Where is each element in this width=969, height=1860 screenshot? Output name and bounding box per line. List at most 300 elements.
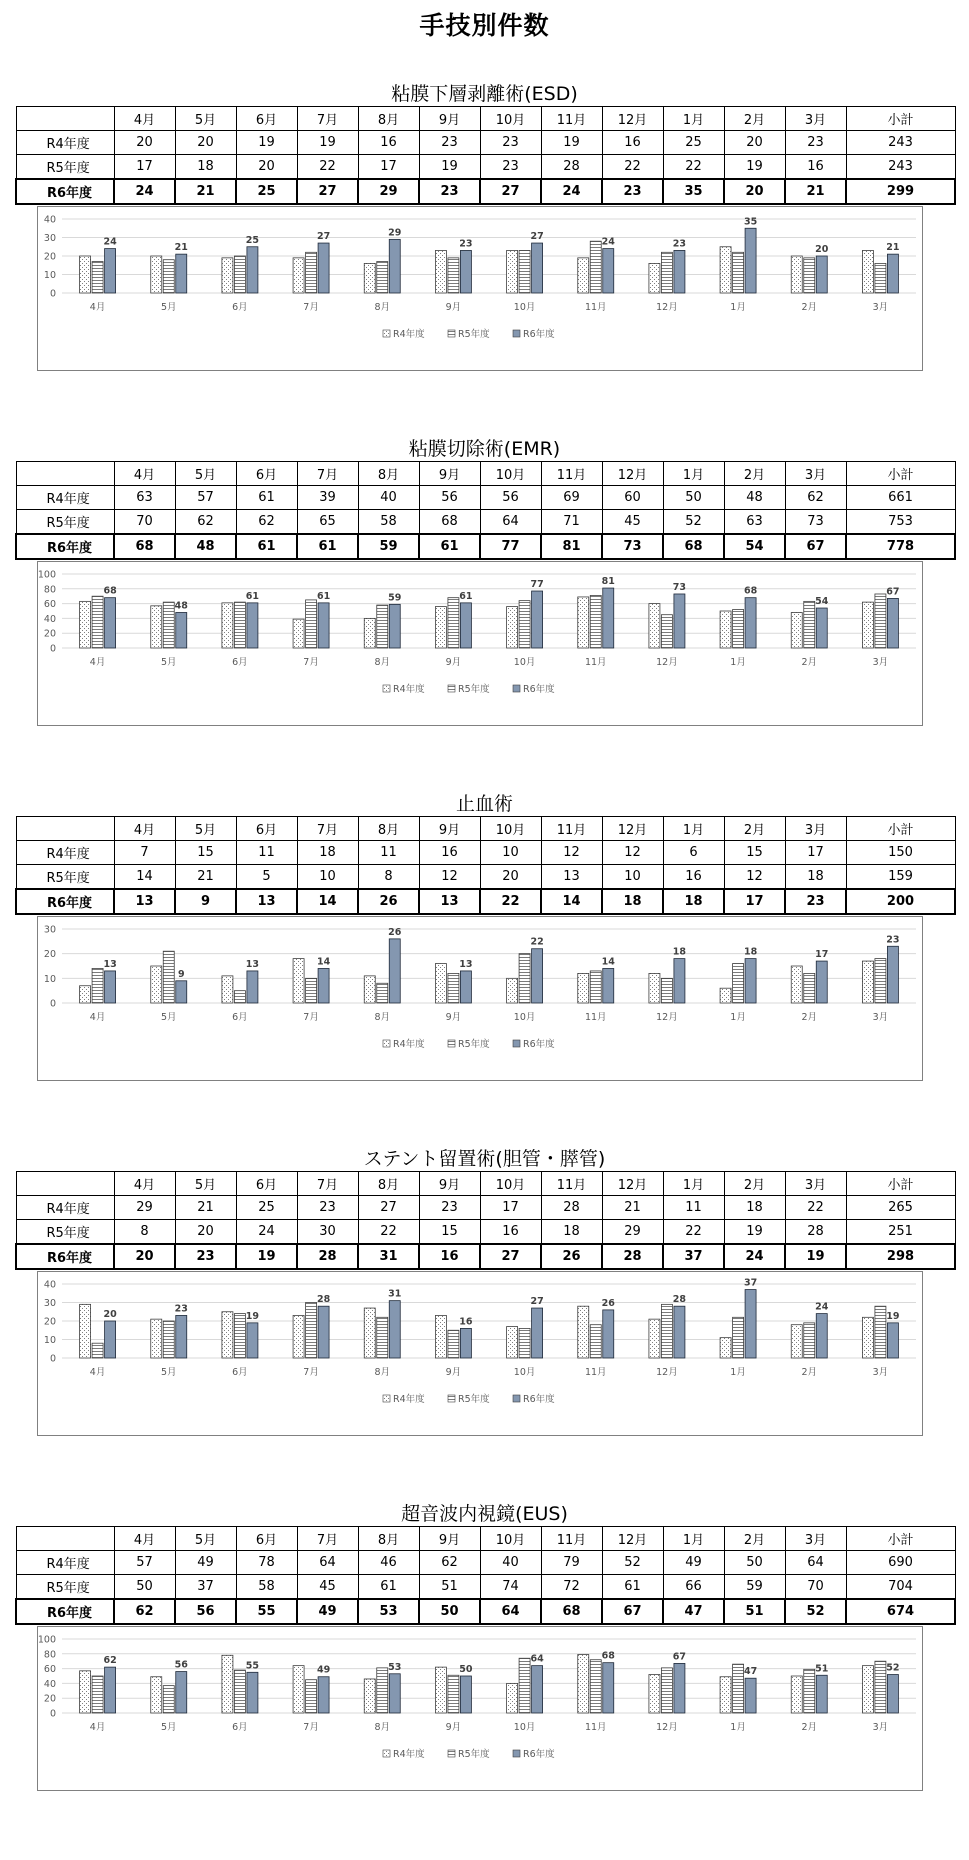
x-tick-label: 10月: [513, 1722, 536, 1733]
table-cell: 22: [785, 1196, 846, 1220]
bar-r5: [875, 1306, 886, 1358]
x-tick-label: 1月: [730, 657, 746, 668]
bar-r6: [318, 603, 329, 648]
table-cell: 28: [541, 155, 602, 180]
column-header: 7月: [297, 107, 358, 131]
table-cell: 59: [358, 534, 419, 559]
table-cell: 27: [297, 179, 358, 204]
bar-r4: [720, 611, 731, 648]
bar-r5: [804, 601, 815, 648]
table-cell: 19: [785, 1244, 846, 1269]
table-cell: 10: [602, 865, 663, 890]
legend-label: R6年度: [523, 684, 555, 695]
bar-r6: [389, 604, 400, 648]
table-cell: 23: [785, 889, 846, 914]
bar-r6: [674, 959, 685, 1003]
bar-r5: [377, 605, 388, 648]
bar-r6: [603, 968, 614, 1003]
bar-r5: [875, 1661, 886, 1713]
bar-r4: [364, 1679, 375, 1713]
bar-r4: [578, 973, 589, 1003]
bar-r6: [674, 1306, 685, 1358]
bar-r6: [745, 1678, 756, 1713]
table-header-row: [16, 107, 955, 131]
table-cell: 16: [419, 1244, 480, 1269]
data-table: [15, 1171, 956, 1270]
bar-r4: [222, 1655, 233, 1713]
bar-r6: [389, 1301, 400, 1358]
column-header: 5月: [175, 1527, 236, 1551]
bar-r6: [745, 228, 756, 293]
data-label: 25: [245, 234, 260, 246]
table-cell: 45: [602, 510, 663, 535]
legend-swatch: [448, 330, 455, 337]
bar-r4: [649, 263, 660, 293]
x-tick-label: 11月: [584, 1722, 607, 1733]
column-header: 5月: [175, 462, 236, 486]
bar-r5: [377, 262, 388, 293]
column-header: 11月: [541, 107, 602, 131]
table-cell: 25: [236, 179, 297, 204]
bar-r4: [80, 601, 91, 648]
column-header: 10月: [480, 1527, 541, 1551]
bar-r6: [674, 594, 685, 648]
bar-r4: [507, 607, 518, 648]
column-header: 小計: [846, 1172, 955, 1196]
bar-r4: [364, 263, 375, 293]
table-cell: 64: [297, 1551, 358, 1575]
column-header: 10月: [480, 1172, 541, 1196]
table-row: [16, 486, 955, 510]
table-cell: 17: [785, 841, 846, 865]
data-label: 13: [103, 958, 117, 970]
legend-label: R4年度: [393, 1749, 425, 1760]
table-cell: 5: [236, 865, 297, 890]
row-label: R4年度: [16, 131, 114, 155]
legend-swatch: [513, 1395, 520, 1402]
data-table: [15, 106, 956, 205]
data-label: 14: [316, 956, 331, 968]
bar-r4: [862, 250, 873, 293]
bar-r4: [435, 250, 446, 293]
table-cell: 49: [175, 1551, 236, 1575]
table-cell: 18: [602, 889, 663, 914]
bar-r4: [507, 1327, 518, 1358]
row-label: R6年度: [16, 534, 114, 559]
chart-frame: [37, 561, 923, 726]
x-tick-label: 7月: [303, 1722, 319, 1733]
bar-r6: [603, 1310, 614, 1358]
column-header: [16, 107, 114, 131]
table-cell: 11: [663, 1196, 724, 1220]
column-header: 7月: [297, 817, 358, 841]
bar-r6: [532, 1308, 543, 1358]
table-cell: 14: [541, 889, 602, 914]
x-tick-label: 7月: [303, 302, 319, 313]
table-cell: 73: [785, 510, 846, 535]
data-label: 18: [743, 946, 758, 958]
bar-r5: [733, 252, 744, 293]
table-cell: 16: [785, 155, 846, 180]
column-header: 4月: [114, 1172, 175, 1196]
x-tick-label: 2月: [801, 657, 818, 668]
table-row: [16, 865, 955, 890]
bar-r4: [578, 258, 589, 293]
table-cell: 15: [419, 1220, 480, 1245]
section-title: 粘膜切除術(EMR): [408, 438, 561, 460]
column-header: 6月: [236, 462, 297, 486]
table-header-row: [16, 1527, 955, 1551]
column-header: 9月: [419, 817, 480, 841]
bar-r6: [105, 249, 116, 293]
y-tick-label: 30: [43, 1298, 56, 1309]
table-cell: 77: [480, 534, 541, 559]
bar-r6: [532, 949, 543, 1003]
table-cell: 20: [480, 865, 541, 890]
x-tick-label: 10月: [513, 302, 536, 313]
bar-r6: [105, 1321, 116, 1358]
data-label: 64: [530, 1653, 544, 1665]
column-header: 8月: [358, 1527, 419, 1551]
x-tick-label: 1月: [730, 1722, 746, 1733]
bar-r5: [733, 964, 744, 1003]
x-tick-label: 9月: [445, 302, 462, 313]
data-label: 27: [316, 231, 331, 243]
table-cell: 50: [114, 1575, 175, 1600]
table-cell: 13: [236, 889, 297, 914]
x-tick-label: 10月: [513, 657, 536, 668]
table-cell: 20: [114, 131, 175, 155]
bar-r4: [151, 256, 162, 293]
table-cell: 19: [236, 131, 297, 155]
y-tick-label: 40: [43, 214, 56, 226]
column-header: 4月: [114, 1527, 175, 1551]
bar-r5: [92, 1676, 103, 1713]
table-cell: 16: [419, 841, 480, 865]
column-header: 1月: [663, 1527, 724, 1551]
bar-r4: [862, 961, 873, 1003]
table-cell: 19: [236, 1244, 297, 1269]
row-label: R4年度: [16, 1551, 114, 1575]
bar-r4: [649, 1319, 660, 1358]
y-tick-label: 10: [43, 1335, 56, 1346]
bar-r5: [661, 615, 672, 648]
data-label: 23: [459, 238, 473, 250]
data-label: 14: [601, 956, 615, 968]
bar-r5: [306, 1680, 317, 1713]
data-label: 16: [459, 1316, 473, 1328]
data-label: 23: [886, 934, 900, 946]
table-cell: 16: [663, 865, 724, 890]
table-cell: 20: [724, 131, 785, 155]
bar-r6: [176, 612, 187, 648]
table-row: [16, 131, 955, 155]
bar-r5: [661, 978, 672, 1003]
data-label: 77: [530, 579, 544, 591]
y-tick-label: 0: [49, 1708, 56, 1720]
table-cell: 27: [358, 1196, 419, 1220]
bar-r4: [862, 1317, 873, 1358]
bar-r4: [791, 1676, 802, 1713]
bar-r5: [163, 260, 174, 293]
bar-r6: [460, 603, 471, 648]
table-cell: 73: [602, 534, 663, 559]
legend-swatch: [383, 1750, 390, 1757]
data-label: 21: [886, 242, 900, 254]
bar-r6: [674, 1663, 685, 1713]
bar-r5: [448, 1330, 459, 1358]
bar-r5: [590, 971, 601, 1003]
bar-r6: [247, 247, 258, 293]
column-header: 4月: [114, 107, 175, 131]
column-header: 1月: [663, 107, 724, 131]
x-tick-label: 2月: [801, 1722, 818, 1733]
bar-r5: [804, 973, 815, 1003]
bar-r5: [804, 1323, 815, 1358]
table-cell: 68: [114, 534, 175, 559]
table-row: [16, 1220, 955, 1245]
legend-label: R4年度: [393, 1039, 425, 1050]
data-table: [15, 461, 956, 560]
column-header: 11月: [541, 462, 602, 486]
x-tick-label: 3月: [872, 1722, 889, 1733]
bar-r6: [460, 971, 471, 1003]
section-title: 止血術: [455, 793, 513, 815]
table-cell: 23: [480, 131, 541, 155]
bar-r6: [176, 1315, 187, 1358]
bar-r6: [745, 598, 756, 648]
bar-r4: [720, 1338, 731, 1358]
table-row: [16, 841, 955, 865]
table-header-row: [16, 817, 955, 841]
table-cell: 21: [175, 1196, 236, 1220]
chart-frame: [37, 206, 923, 371]
table-cell: 63: [114, 486, 175, 510]
section-title: ステント留置術(胆管・膵管): [363, 1148, 606, 1170]
data-label: 20: [103, 1309, 117, 1320]
table-row: [16, 1196, 955, 1220]
table-cell: 70: [114, 510, 175, 535]
data-label: 61: [245, 590, 260, 602]
bar-chart: [38, 207, 922, 370]
bar-r6: [816, 961, 827, 1003]
table-cell: 27: [480, 1244, 541, 1269]
table-cell: 16: [358, 131, 419, 155]
column-header: 小計: [846, 107, 955, 131]
bar-r5: [519, 954, 530, 1003]
bar-r4: [151, 1677, 162, 1713]
y-tick-label: 0: [49, 288, 56, 300]
data-label: 27: [530, 231, 544, 243]
legend-swatch: [383, 330, 390, 337]
bar-r6: [532, 1666, 543, 1713]
procedure-section: [0, 792, 969, 1142]
bar-r6: [318, 968, 329, 1003]
table-cell: 251: [846, 1220, 955, 1245]
x-tick-label: 4月: [89, 1012, 106, 1023]
legend-swatch: [448, 1750, 455, 1757]
data-label: 49: [316, 1664, 331, 1676]
table-cell: 61: [602, 1575, 663, 1600]
table-cell: 28: [602, 1244, 663, 1269]
table-cell: 56: [175, 1599, 236, 1624]
data-label: 22: [530, 936, 544, 948]
table-cell: 16: [602, 131, 663, 155]
x-tick-label: 6月: [232, 1012, 248, 1023]
x-tick-label: 1月: [730, 302, 746, 313]
table-cell: 56: [480, 486, 541, 510]
data-label: 31: [388, 1288, 402, 1300]
column-header: 12月: [602, 107, 663, 131]
x-tick-label: 6月: [232, 1367, 248, 1378]
table-cell: 22: [480, 889, 541, 914]
table-cell: 52: [663, 510, 724, 535]
bar-chart: [38, 917, 922, 1080]
table-cell: 21: [175, 865, 236, 890]
bar-r5: [590, 1325, 601, 1358]
x-tick-label: 5月: [160, 1722, 177, 1733]
x-tick-label: 7月: [303, 1012, 319, 1023]
bar-r5: [234, 991, 245, 1003]
table-cell: 12: [541, 841, 602, 865]
bar-r6: [389, 1674, 400, 1713]
table-cell: 18: [663, 889, 724, 914]
bar-r5: [875, 594, 886, 648]
bar-r6: [603, 588, 614, 648]
x-tick-label: 2月: [801, 1367, 818, 1378]
table-cell: 15: [724, 841, 785, 865]
x-tick-label: 5月: [160, 657, 177, 668]
table-cell: 11: [358, 841, 419, 865]
table-cell: 66: [663, 1575, 724, 1600]
table-cell: 68: [663, 534, 724, 559]
table-cell: 61: [419, 534, 480, 559]
bar-r5: [163, 602, 174, 648]
bar-r5: [448, 973, 459, 1003]
legend-label: R6年度: [523, 1749, 555, 1760]
bar-r5: [306, 978, 317, 1003]
table-cell: 30: [297, 1220, 358, 1245]
bar-r4: [649, 1675, 660, 1713]
data-label: 23: [672, 238, 687, 250]
legend-swatch: [383, 685, 390, 692]
table-cell: 12: [724, 865, 785, 890]
column-header: 10月: [480, 817, 541, 841]
bar-r6: [816, 1675, 827, 1713]
bar-r5: [804, 258, 815, 293]
table-cell: 51: [419, 1575, 480, 1600]
row-label: R6年度: [16, 1599, 114, 1624]
bar-r4: [578, 597, 589, 648]
bar-r6: [105, 1667, 116, 1713]
y-tick-label: 10: [43, 973, 56, 985]
table-cell: 24: [541, 179, 602, 204]
data-label: 26: [601, 1297, 615, 1309]
bar-r4: [364, 1308, 375, 1358]
bar-r6: [816, 256, 827, 293]
chart-frame: [37, 916, 923, 1081]
y-tick-label: 100: [38, 569, 56, 581]
column-header: 小計: [846, 462, 955, 486]
legend-swatch: [383, 1395, 390, 1402]
table-cell: 17: [114, 155, 175, 180]
data-label: 59: [388, 592, 402, 604]
table-cell: 57: [175, 486, 236, 510]
table-cell: 40: [358, 486, 419, 510]
bar-r5: [804, 1669, 815, 1713]
table-cell: 31: [358, 1244, 419, 1269]
bar-r6: [460, 250, 471, 293]
legend-label: R5年度: [458, 684, 490, 695]
bar-r4: [435, 1667, 446, 1713]
bar-r5: [519, 250, 530, 293]
table-cell: 65: [297, 510, 358, 535]
table-cell: 52: [602, 1551, 663, 1575]
x-tick-label: 12月: [656, 1722, 678, 1733]
legend-label: R6年度: [523, 1394, 555, 1405]
data-label: 13: [459, 958, 473, 970]
table-cell: 26: [358, 889, 419, 914]
table-cell: 64: [785, 1551, 846, 1575]
bar-r4: [293, 258, 304, 293]
table-cell: 64: [480, 1599, 541, 1624]
bar-r5: [377, 1668, 388, 1713]
table-cell: 68: [541, 1599, 602, 1624]
table-cell: 62: [785, 486, 846, 510]
x-tick-label: 1月: [730, 1012, 746, 1023]
bar-chart: [38, 1272, 922, 1435]
bar-r6: [532, 591, 543, 648]
bar-r4: [364, 618, 375, 648]
column-header: 4月: [114, 817, 175, 841]
table-cell: 16: [480, 1220, 541, 1245]
data-label: 67: [886, 586, 900, 598]
bar-r5: [92, 968, 103, 1003]
y-tick-label: 0: [49, 998, 56, 1010]
table-cell: 15: [175, 841, 236, 865]
table-cell: 21: [785, 179, 846, 204]
table-cell: 79: [541, 1551, 602, 1575]
column-header: 1月: [663, 462, 724, 486]
bar-r6: [603, 1663, 614, 1713]
bar-r5: [875, 263, 886, 293]
table-cell: 69: [541, 486, 602, 510]
data-label: 18: [672, 946, 687, 958]
data-label: 47: [743, 1666, 758, 1678]
legend-label: R4年度: [393, 329, 425, 340]
table-cell: 243: [846, 131, 955, 155]
procedure-section: [0, 82, 969, 432]
data-label: 28: [316, 1294, 331, 1306]
data-label: 23: [174, 1303, 188, 1315]
column-header: 12月: [602, 462, 663, 486]
bar-r5: [875, 959, 886, 1003]
table-header-row: [16, 1172, 955, 1196]
table-cell: 7: [114, 841, 175, 865]
bar-r6: [887, 254, 898, 293]
bar-r4: [578, 1655, 589, 1713]
data-label: 48: [174, 600, 188, 612]
x-tick-label: 3月: [872, 302, 889, 313]
bar-r5: [519, 601, 530, 648]
table-cell: 29: [358, 179, 419, 204]
table-cell: 50: [724, 1551, 785, 1575]
bar-r5: [234, 1314, 245, 1358]
table-cell: 62: [419, 1551, 480, 1575]
bar-r4: [364, 976, 375, 1003]
table-cell: 61: [297, 534, 358, 559]
column-header: 3月: [785, 1172, 846, 1196]
